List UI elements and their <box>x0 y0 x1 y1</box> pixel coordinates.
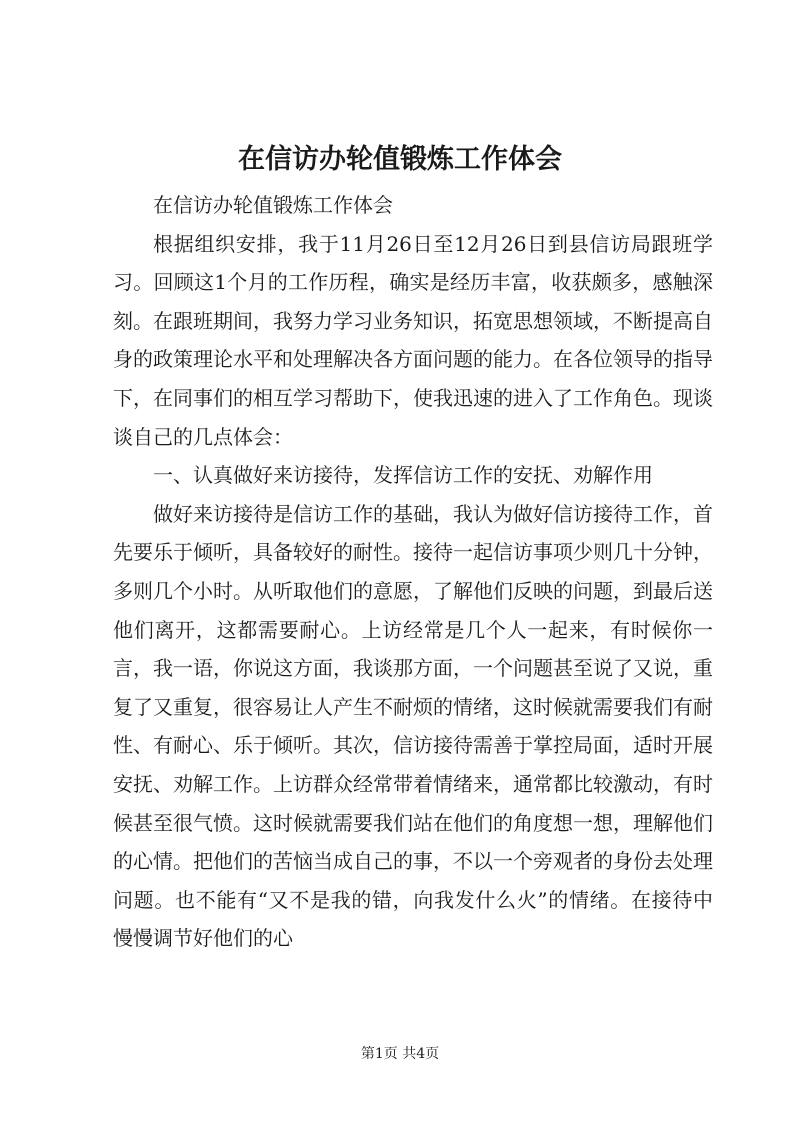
paragraph-heading-1: 一、认真做好来访接待，发挥信访工作的安抚、劝解作用 <box>153 463 653 488</box>
paragraph-subtitle: 在信访办轮值锻炼工作体会 <box>153 193 393 217</box>
page-footer: 第1页 共4页 <box>360 1046 440 1062</box>
document-title: 在信访办轮值锻炼工作体会 <box>238 144 562 175</box>
paragraph-reception: 做好来访接待是信访工作的基础，我认为做好信访接待工作，首先要乐于倾听，具备较好的耐性。接待一起信访事项少则几十分钟，多则几个小时。从听取他们的意愿，了解他们反映的问题，到最后送他们离开，这都需要耐心。上访经常是几个人一起来，有时候你一言，我一语，你说这方面，我谈那方面，一个问题甚至说了又说，重复了又重复，很容易让人产生不耐烦的情绪，这时候就需要我们有耐性、有耐心、乐于倾听。其次，信访接待需善于掌控局面，适时开展安抚、劝解工作。上访群众经常带着情绪来，通常都比较激动，有时候甚至很气愤。这时候就需要我们站在他们的角度想一想，理解他们的心情。把他们的苦恼当成自己的事，不以一个旁观者的身份去处理问题。也不能有“又不是我的错，向我发什么火”的情绪。在接待中慢慢调节好他们的心 <box>113 501 713 951</box>
paragraph-intro: 根据组织安排，我于11月26日至12月26日到县信访局跟班学习。回顾这1个月的工作历程，确实是经历丰富，收获颇多，感触深刻。在跟班期间，我努力学习业务知识，拓宽思想领域，不断提高自身的政策理论水平和处理解决各方面问题的能力。在各位领导的指导下，在同事们的相互学习帮助下，使我迅速的进入了工作角色。现谈谈自己的几点体会： <box>113 231 713 449</box>
document-body <box>113 186 713 958</box>
